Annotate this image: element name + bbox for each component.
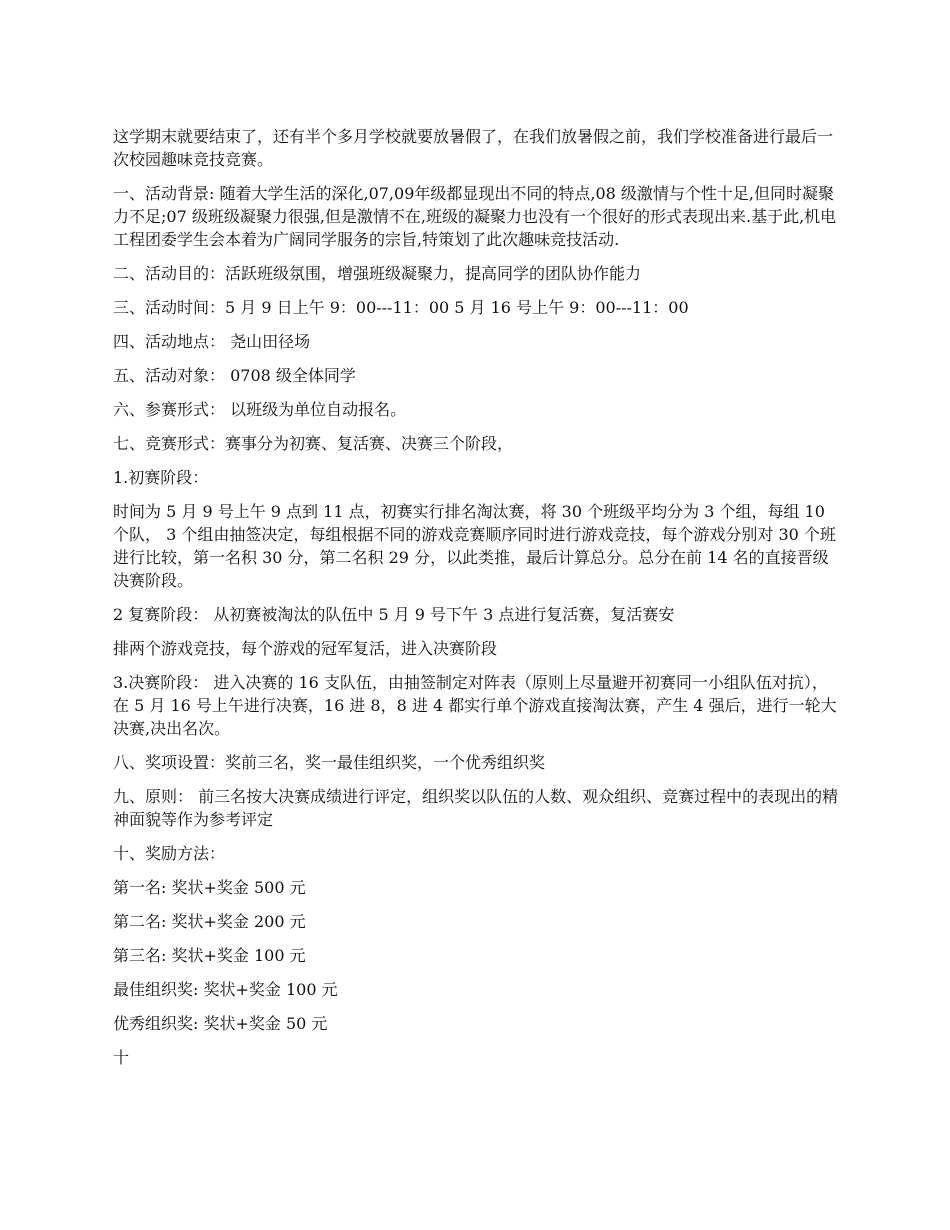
final-stage: 3.决赛阶段： 进入决赛的 16 支队伍，由抽签制定对阵表（原则上尽量避开初赛同一小组队伍对抗）， 在 5 月 16 号上午进行决赛，16 进 8，8 进 4 都实行单个游戏直接淘汰赛，产生 4 强后，进行一轮大决赛,决出名次。 (113, 673, 837, 738)
section-location: 四、活动地点： 尧山田径场 (113, 332, 311, 351)
intro-paragraph: 这学期末就要结束了，还有半个多月学校就要放暑假了，在我们放暑假之前，我们学校准备进行最后一次校园趣味竞技竞赛。 (113, 127, 834, 169)
section-entry-format: 六、参赛形式： 以班级为单位自动报名。 (113, 400, 407, 419)
section-purpose: 二、活动目的：活跃班级氛围，增强班级凝聚力，提高同学的团队协作能力 (113, 264, 642, 283)
reward-third-place: 第三名: 奖状+奖金 100 元 (113, 946, 306, 965)
section-principles: 九、原则： 前三名按大决赛成绩进行评定，组织奖以队伍的人数、观众组织、竞赛过程中的表现出的精神面貌等作为参考评定 (113, 787, 839, 829)
section-competition-format: 七、竞赛形式：赛事分为初赛、复活赛、决赛三个阶段， (113, 434, 514, 453)
section-background: 一、活动背景: 随着大学生活的深化,07,09年级都显现出不同的特点,08 级激情与个性十足,但同时凝聚力不足;07 级班级凝聚力很强,但是激情不在,班级的凝聚力也没有一个很好的形式表现出来.基于此,机电工程团委学生会本着为广阔同学服务的宗旨,特策划了此次趣味竞技活动. (113, 184, 837, 249)
document-body (113, 125, 840, 1080)
section-time: 三、活动时间：5 月 9 日上午 9：00---11：00 5 月 16 号上午 9：00---11：00 (113, 298, 689, 317)
repechage-stage: 2 复赛阶段： 从初赛被淘汰的队伍中 5 月 9 号下午 3 点进行复活赛，复活赛安 (113, 605, 675, 624)
section-eleven-heading: 十 (113, 1048, 130, 1067)
section-participants: 五、活动对象： 0708 级全体同学 (113, 366, 356, 385)
section-awards: 八、奖项设置：奖前三名，奖一最佳组织奖，一个优秀组织奖 (113, 753, 546, 772)
reward-best-organization: 最佳组织奖: 奖状+奖金 100 元 (113, 980, 338, 999)
reward-first-place: 第一名: 奖状+奖金 500 元 (113, 878, 306, 897)
reward-excellent-organization: 优秀组织奖: 奖状+奖金 50 元 (113, 1014, 328, 1033)
section-rewards-heading: 十、奖励方法： (113, 844, 226, 863)
reward-second-place: 第二名: 奖状+奖金 200 元 (113, 912, 306, 931)
preliminary-stage-details: 时间为 5 月 9 号上午 9 点到 11 点，初赛实行排名淘汰赛，将 30 个班级平均分为 3 个组，每组 10 个队， 3 个组由抽签决定，每组根据不同的游戏竞赛顺序同时进行游戏竞技，每个游戏分别对 30 个班进行比较，第一名积 30 分，第二名积 29 分，以此类推，最后计算总分。总分在前 14 名的直接晋级决赛阶段。 (113, 502, 836, 590)
repechage-stage-continued: 排两个游戏竞技，每个游戏的冠军复活，进入决赛阶段 (113, 639, 498, 658)
preliminary-stage-heading: 1.初赛阶段： (113, 468, 209, 487)
